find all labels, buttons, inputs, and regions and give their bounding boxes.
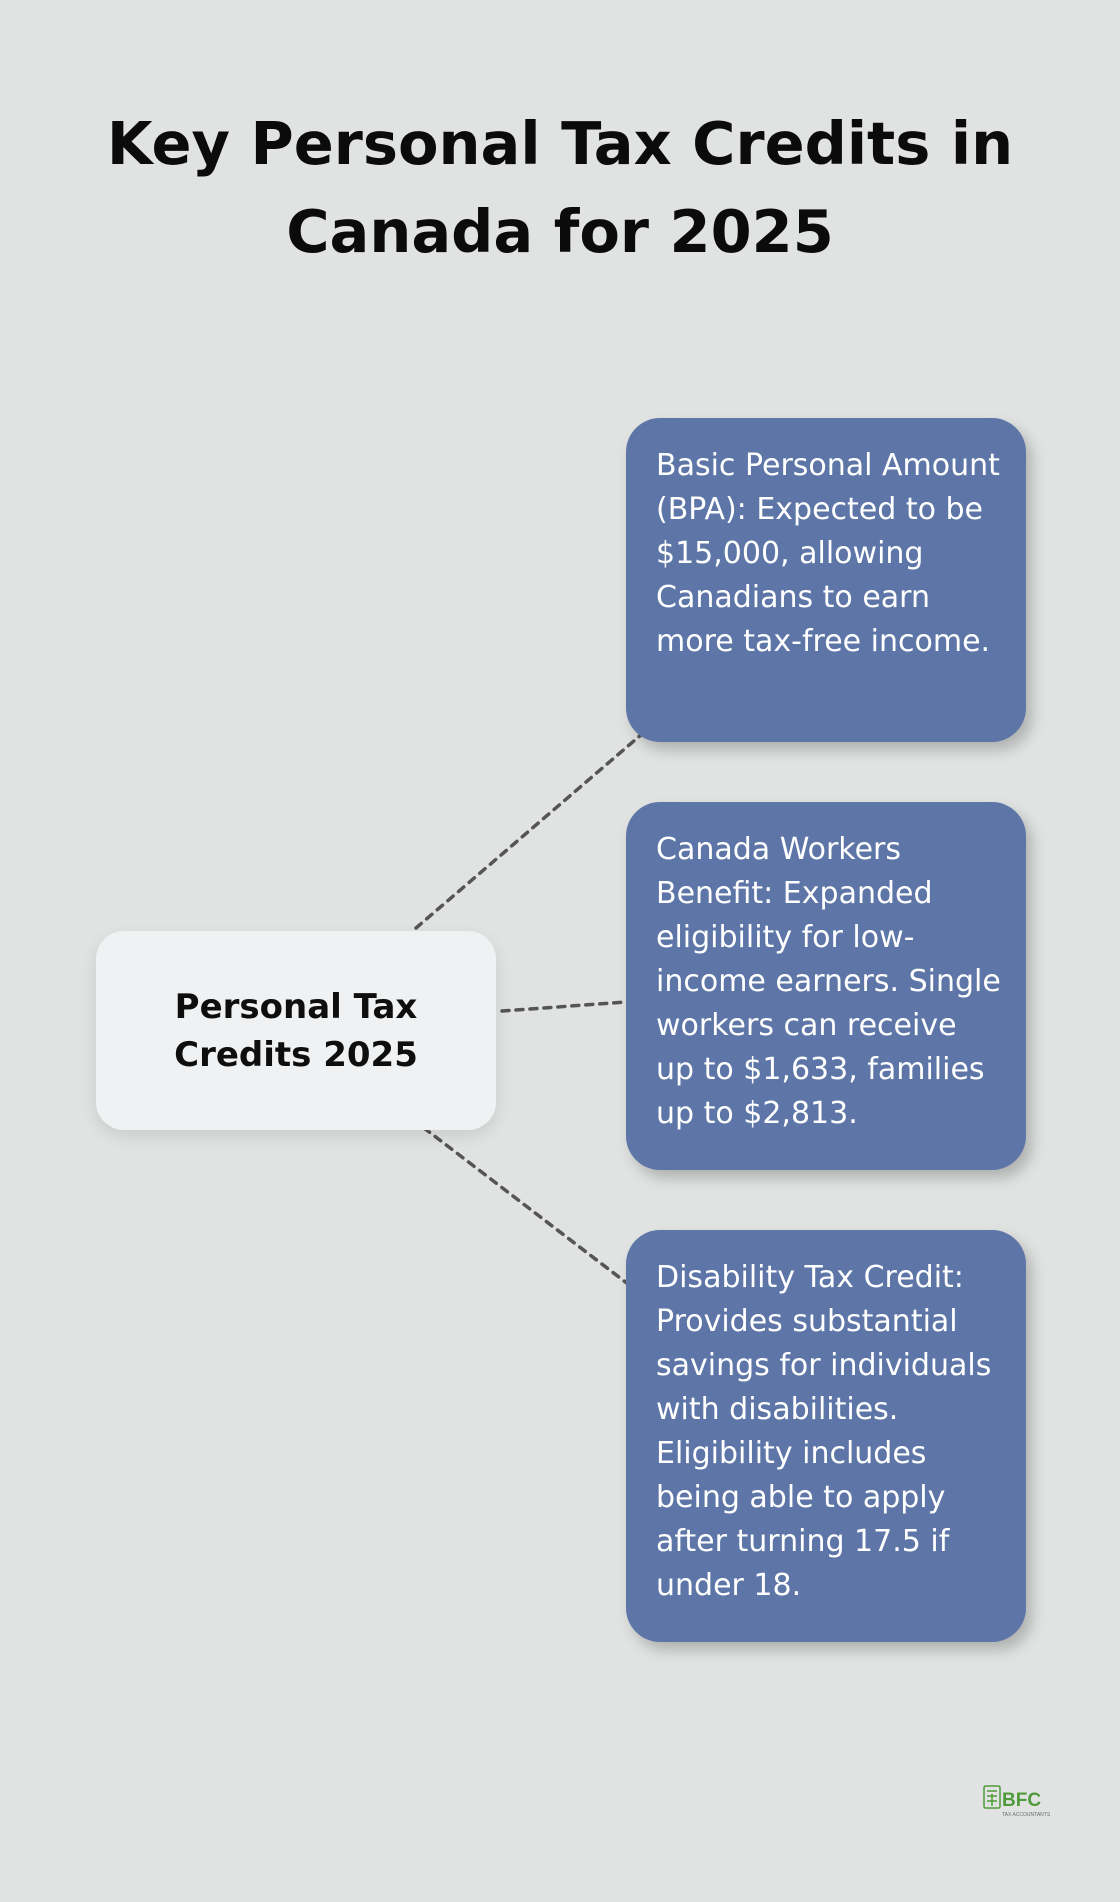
card-basic-personal-amount <box>626 418 1026 742</box>
connector-to-cwb <box>502 1002 626 1011</box>
center-node-label: Personal Tax Credits 2025 <box>174 986 418 1075</box>
calculator-icon <box>984 1786 1000 1808</box>
logo-text: BFC <box>1002 1790 1042 1811</box>
card-text: Disability Tax Credit: Provides substantial savings for individuals with disabilities. Eligibility includes being able to apply after turning 17.5 if under 18. <box>656 1260 992 1603</box>
card-disability-tax-credit <box>626 1230 1026 1642</box>
card-text: Basic Personal Amount (BPA): Expected to be $15,000, allowing Canadians to earn more tax-free income. <box>656 448 1000 659</box>
logo-subtext: TAX ACCOUNTANTS <box>1002 1812 1051 1818</box>
page-title: Key Personal Tax Credits in Canada for 2025 <box>106 109 1014 266</box>
connector-to-bpa <box>416 734 642 928</box>
card-canada-workers-benefit <box>626 802 1026 1170</box>
connector-to-dtc <box>424 1128 628 1284</box>
bfc-logo <box>980 1782 1062 1822</box>
card-text: Canada Workers Benefit: Expanded eligibility for low-income earners. Single workers can receive up to $1,633, families up to $2,813. <box>656 832 1001 1131</box>
center-node <box>96 931 496 1130</box>
